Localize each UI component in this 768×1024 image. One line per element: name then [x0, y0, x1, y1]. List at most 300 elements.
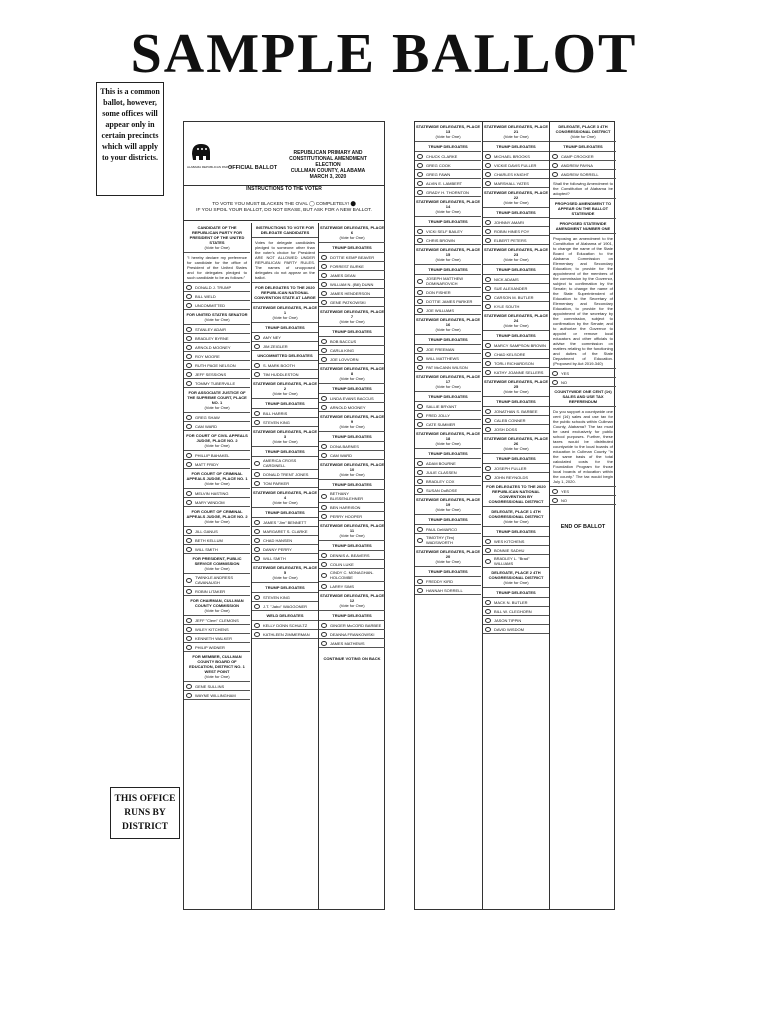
vote-oval[interactable]: [186, 381, 192, 386]
candidate-option[interactable]: CINDY C. MONAGHAN-HOLCOMBE: [319, 569, 385, 582]
candidate-option[interactable]: DONA BARNES: [319, 442, 385, 451]
candidate-option[interactable]: BOB BACCUS: [319, 337, 385, 346]
candidate-option[interactable]: CARSON M. BUTLER: [483, 293, 549, 302]
vote-oval[interactable]: [417, 470, 423, 475]
group-trump: TRUMP DELEGATES: [483, 397, 549, 407]
candidate-option[interactable]: JOE WILLIAMS: [415, 306, 481, 315]
vote-oval[interactable]: [417, 479, 423, 484]
group-trump: TRUMP DELEGATES: [483, 331, 549, 341]
candidate-option[interactable]: CARLA KING: [319, 346, 385, 355]
candidate-option[interactable]: JULIE CLASSEN: [415, 468, 481, 477]
vote-oval[interactable]: [186, 500, 192, 505]
candidate-option[interactable]: S. MARK BOOTH: [252, 361, 318, 370]
candidate-option[interactable]: ELBERT PETERS: [483, 236, 549, 245]
candidate-option[interactable]: CHAD KELSORE: [483, 350, 549, 359]
candidate-option[interactable]: STEVEN KING: [252, 418, 318, 427]
vote-oval[interactable]: [321, 291, 327, 296]
candidate-option[interactable]: JOE FREEMAN: [415, 345, 481, 354]
vote-oval[interactable]: [321, 562, 327, 567]
group-trump: TRUMP DELEGATES: [483, 208, 549, 218]
candidate-option[interactable]: HANNAH SORRELL: [415, 586, 481, 595]
contest-place-20: STATEWIDE DELEGATES, PLACE 20 (Vote for One): [415, 547, 481, 567]
candidate-option[interactable]: CHAD HANSEN: [252, 536, 318, 545]
candidate-option[interactable]: ANDREW PAYNA: [550, 161, 616, 170]
contest-justice: FOR ASSOCIATE JUSTICE OF THE SUPREME COURT, PLACE NO. 1 (Vote for One): [184, 388, 250, 413]
candidate-option[interactable]: MICHAEL BROOKS: [483, 152, 549, 161]
candidate-option[interactable]: BEN HARRISON: [319, 503, 385, 512]
candidate-option[interactable]: WES KITCHENS: [483, 537, 549, 546]
candidate-option[interactable]: LINDA EVANS BACCUS: [319, 394, 385, 403]
candidate-option[interactable]: J.T. "Jabo" WAGGONER: [252, 602, 318, 611]
contest-place-8: STATEWIDE DELEGATES, PLACE 8 (Vote for One): [319, 364, 385, 384]
vote-oval[interactable]: [485, 343, 491, 348]
vote-oval[interactable]: [186, 529, 192, 534]
vote-oval[interactable]: [552, 498, 558, 503]
group-trump: TRUMP DELEGATES: [415, 217, 481, 227]
candidate-option[interactable]: MATT FRIDY: [184, 460, 250, 469]
vote-oval[interactable]: [321, 396, 327, 401]
candidate-option[interactable]: WILLIAM N. (Bill) DUNN: [319, 280, 385, 289]
vote-oval[interactable]: [186, 424, 192, 429]
vote-oval[interactable]: [485, 559, 491, 564]
candidate-option[interactable]: JIM ZEIGLER: [252, 342, 318, 351]
candidate-option[interactable]: JAMES HENDERSON: [319, 289, 385, 298]
candidate-option[interactable]: CHUCK CLARKE: [415, 152, 481, 161]
vote-oval[interactable]: [186, 578, 192, 583]
vote-oval[interactable]: [485, 466, 491, 471]
candidate-option[interactable]: CATE SUMMER: [415, 420, 481, 429]
candidate-option[interactable]: JAMES DEAN: [319, 271, 385, 280]
candidate-option[interactable]: LARRY SIMS: [319, 582, 385, 591]
candidate-option[interactable]: ARNOLD MOONEY: [184, 343, 250, 352]
vote-oval[interactable]: [417, 347, 423, 352]
vote-oval[interactable]: [552, 380, 558, 385]
vote-oval[interactable]: [254, 595, 260, 600]
group-trump: TRUMP DELEGATES: [483, 265, 549, 275]
vote-oval[interactable]: [254, 335, 260, 340]
candidate-option[interactable]: MARCY SAMPSON BROWN: [483, 341, 549, 350]
candidate-option[interactable]: PAT McCANN WILSON: [415, 363, 481, 372]
column-back-a: [415, 122, 481, 909]
contest-place-26: STATEWIDE DELEGATES, PLACE 26 (Vote for One): [483, 434, 549, 454]
vote-oval[interactable]: [417, 308, 423, 313]
vote-oval[interactable]: [552, 172, 558, 177]
vote-oval[interactable]: [186, 354, 192, 359]
candidate-option[interactable]: SALLIE BRYANT: [415, 402, 481, 411]
candidate-option[interactable]: ROBIN HINES FOY: [483, 227, 549, 236]
vote-oval[interactable]: [254, 632, 260, 637]
column-delegates-b: [318, 223, 385, 909]
candidate-option[interactable]: KATHY JOANNE SELLERS: [483, 368, 549, 377]
candidate-option[interactable]: KENNETH WALKER: [184, 634, 250, 643]
candidate-option[interactable]: CAM WARD: [184, 422, 250, 431]
vote-oval[interactable]: [485, 277, 491, 282]
candidate-option[interactable]: KATHLEEN ZIMMERMAN: [252, 630, 318, 639]
vote-oval[interactable]: [254, 344, 260, 349]
vote-oval[interactable]: [417, 579, 423, 584]
contest-place-13: STATEWIDE DELEGATES, PLACE 13 (Vote for One): [415, 122, 481, 142]
contest-place-22: STATEWIDE DELEGATES, PLACE 22 (Vote for One): [483, 188, 549, 208]
vote-oval[interactable]: [321, 584, 327, 589]
candidate-option[interactable]: VICKI SELF BAILEY: [415, 227, 481, 236]
vote-oval[interactable]: [186, 294, 192, 299]
candidate-option[interactable]: GREG FAWN: [415, 170, 481, 179]
candidate-option[interactable]: GREG COOK: [415, 161, 481, 170]
candidate-option[interactable]: BETH KELLUM: [184, 536, 250, 545]
column-delegates-a: [251, 223, 318, 909]
vote-oval[interactable]: [254, 363, 260, 368]
delegate-instructions-title: INSTRUCTIONS TO VOTE FOR DELEGATE CANDIDATES: [252, 223, 318, 238]
vote-oval[interactable]: [254, 538, 260, 543]
vote-oval[interactable]: [254, 520, 260, 525]
candidate-option[interactable]: JOE LOVVORN: [319, 355, 385, 364]
candidate-option[interactable]: DENNIS A. BEAVERS: [319, 551, 385, 560]
vote-oval[interactable]: [417, 172, 423, 177]
election-title: REPUBLICAN PRIMARY AND CONSTITUTIONAL AMENDMENT ELECTION CULLMAN COUNTY, ALABAMA MARCH 3, 2020: [289, 150, 367, 180]
vote-oval[interactable]: [186, 345, 192, 350]
vote-oval[interactable]: [485, 229, 491, 234]
group-trump: TRUMP DELEGATES: [252, 323, 318, 333]
vote-oval[interactable]: [186, 491, 192, 496]
vote-oval[interactable]: [321, 348, 327, 353]
candidate-option[interactable]: DAVID WISDOM: [483, 625, 549, 634]
vote-oval[interactable]: [186, 618, 192, 623]
group-trump: TRUMP DELEGATES: [319, 243, 385, 253]
candidate-option[interactable]: AMY NEY: [252, 333, 318, 342]
vote-oval[interactable]: [321, 514, 327, 519]
candidate-option[interactable]: RUTH PAGE NELSON: [184, 361, 250, 370]
vote-oval[interactable]: [186, 372, 192, 377]
vote-oval[interactable]: [417, 299, 423, 304]
candidate-option[interactable]: ARNOLD MOONEY: [319, 403, 385, 412]
vote-oval[interactable]: [485, 409, 491, 414]
candidate-option[interactable]: BILL WELD: [184, 292, 250, 301]
vote-oval[interactable]: [552, 163, 558, 168]
vote-oval[interactable]: [485, 427, 491, 432]
vote-oval[interactable]: [186, 303, 192, 308]
local-referendum-text: Do you support a countywide one cent (1¢) sales and use tax for the public schools within Cullman County, Alabama? The tax must be used exclusively for public school purposes. Further, these taxes would be distributed countywide to the local boards of education in Cullman County "in the same basis of the total calculated costs for the Foundation Program for those local boards of education within the county." The tax would begin July 1, 2020.: [550, 407, 616, 487]
vote-oval[interactable]: [485, 618, 491, 623]
candidate-option[interactable]: JAMES "Jim" BENNETT: [252, 518, 318, 527]
elephant-logo-icon: [190, 140, 212, 164]
candidate-option[interactable]: BONNIE SADHU: [483, 546, 549, 555]
vote-oval[interactable]: [321, 264, 327, 269]
vote-oval[interactable]: [186, 363, 192, 368]
group-trump: TRUMP DELEGATES: [415, 265, 481, 275]
vote-oval[interactable]: [186, 327, 192, 332]
candidate-option[interactable]: ADAM BOURNE: [415, 459, 481, 468]
amendment-no[interactable]: NO: [550, 378, 616, 387]
candidate-option[interactable]: JOHNNY AMARI: [483, 218, 549, 227]
vote-oval[interactable]: [321, 282, 327, 287]
candidate-option[interactable]: KELLY DONN SCHULTZ: [252, 621, 318, 630]
vote-oval[interactable]: [186, 415, 192, 420]
candidate-option[interactable]: CAMP CROCKER: [550, 152, 616, 161]
vote-oval[interactable]: [321, 300, 327, 305]
contest-place-9: STATEWIDE DELEGATES, PLACE 9 (Vote for One): [319, 412, 385, 432]
vote-oval[interactable]: [254, 623, 260, 628]
candidate-option[interactable]: BRADLEY BYRNE: [184, 334, 250, 343]
candidate-option[interactable]: BRADLEY L. "Brad" WILLIAMS: [483, 555, 549, 568]
candidate-option[interactable]: SUSAN DuBOSE: [415, 486, 481, 495]
referendum-no[interactable]: NO: [550, 496, 616, 505]
vote-oval[interactable]: [321, 255, 327, 260]
candidate-option[interactable]: WILL MATTHEWS: [415, 354, 481, 363]
candidate-option[interactable]: DANNY PERRY: [252, 545, 318, 554]
logo-caption: ALABAMA REPUBLICAN PARTY: [187, 165, 232, 169]
vote-oval[interactable]: [254, 411, 260, 416]
vote-oval[interactable]: [485, 548, 491, 553]
candidate-option[interactable]: ROBIN LITAKER: [184, 587, 250, 596]
candidate-option[interactable]: AMERICA CROSS CARDINELL: [252, 457, 318, 470]
candidate-option[interactable]: CHRIS BROWN: [415, 236, 481, 245]
candidate-option[interactable]: BILL HARRIS: [252, 409, 318, 418]
contest-place-25: STATEWIDE DELEGATES, PLACE 25 (Vote for One): [483, 377, 549, 397]
group-trump: TRUMP DELEGATES: [550, 142, 616, 152]
candidate-option[interactable]: PAUL DeMARCO: [415, 525, 481, 534]
vote-oval[interactable]: [485, 238, 491, 243]
vote-oval[interactable]: [417, 461, 423, 466]
vote-oval[interactable]: [417, 356, 423, 361]
candidate-option[interactable]: TORLI RICHARDSON: [483, 359, 549, 368]
referendum-yes[interactable]: YES: [550, 487, 616, 496]
vote-oval[interactable]: [485, 154, 491, 159]
vote-oval[interactable]: [485, 475, 491, 480]
candidate-option[interactable]: BETHANY BLISSENLEHNER: [319, 490, 385, 503]
vote-oval[interactable]: [321, 339, 327, 344]
candidate-option[interactable]: GENE PATKOWSKI: [319, 298, 385, 307]
vote-oval[interactable]: [417, 422, 423, 427]
vote-oval[interactable]: [485, 539, 491, 544]
candidate-option[interactable]: FREDDY KIRD: [415, 577, 481, 586]
candidate-option[interactable]: BILL W. CLEGHORN: [483, 607, 549, 616]
candidate-option[interactable]: DEANNA FRANKOWSKI: [319, 630, 385, 639]
vote-oval[interactable]: [485, 163, 491, 168]
vote-oval[interactable]: [186, 627, 192, 632]
vote-oval[interactable]: [417, 538, 423, 543]
vote-oval[interactable]: [485, 361, 491, 366]
candidate-option[interactable]: GINGER McCORD BARBEE: [319, 621, 385, 630]
vote-oval[interactable]: [417, 588, 423, 593]
vote-oval[interactable]: [321, 623, 327, 628]
candidate-option[interactable]: DONALD J. TRUMP: [184, 283, 250, 292]
group-trump: TRUMP DELEGATES: [319, 611, 385, 621]
candidate-option[interactable]: TOMMY TUBERVILLE: [184, 379, 250, 388]
candidate-option[interactable]: WILEY KITCHENS: [184, 625, 250, 634]
vote-oval[interactable]: [254, 372, 260, 377]
candidate-option[interactable]: PHILLIP BAHAKEL: [184, 451, 250, 460]
candidate-option[interactable]: WILL SMITH: [252, 554, 318, 563]
candidate-option[interactable]: MARY WINDOM: [184, 498, 250, 507]
vote-oval[interactable]: [485, 295, 491, 300]
vote-oval[interactable]: [417, 190, 423, 195]
column-offices: [184, 223, 250, 700]
candidate-option[interactable]: PERRY HOOPER: [319, 512, 385, 521]
candidate-option[interactable]: KYLE SOUTH: [483, 302, 549, 311]
candidate-option[interactable]: STANLEY ADAIR: [184, 325, 250, 334]
contest-place-17: STATEWIDE DELEGATES, PLACE 17 (Vote for One): [415, 372, 481, 392]
vote-oval[interactable]: [321, 505, 327, 510]
candidate-option[interactable]: CALEB CONNER: [483, 416, 549, 425]
candidate-option[interactable]: TOM PARKER: [252, 479, 318, 488]
vote-oval[interactable]: [485, 370, 491, 375]
candidate-option[interactable]: DONALD TRENT JONES: [252, 470, 318, 479]
vote-oval[interactable]: [485, 609, 491, 614]
vote-oval[interactable]: [254, 604, 260, 609]
vote-oval[interactable]: [186, 285, 192, 290]
vote-oval[interactable]: [321, 553, 327, 558]
group-trump: TRUMP DELEGATES: [319, 480, 385, 490]
vote-oval[interactable]: [321, 357, 327, 362]
vote-oval[interactable]: [417, 404, 423, 409]
candidate-option[interactable]: WAYNE WILLINGHAM: [184, 691, 250, 700]
vote-oval[interactable]: [186, 684, 192, 689]
candidate-option[interactable]: DOTTIE KEMP BEAVER: [319, 253, 385, 262]
candidate-option[interactable]: NICK ADAMS: [483, 275, 549, 284]
vote-oval[interactable]: [186, 645, 192, 650]
vote-oval[interactable]: [254, 529, 260, 534]
column-back-b: [482, 122, 549, 909]
candidate-option[interactable]: ROY MOORE: [184, 352, 250, 361]
candidate-option[interactable]: CAM WARD: [319, 451, 385, 460]
vote-oval[interactable]: [254, 481, 260, 486]
group-trump: TRUMP DELEGATES: [252, 508, 318, 518]
vote-oval[interactable]: [254, 461, 260, 466]
candidate-option[interactable]: JAMES MATHEWS: [319, 639, 385, 648]
candidate-option[interactable]: TIM HUDDLESTON: [252, 370, 318, 379]
candidate-option[interactable]: TWINKLE ANDRESS CAVANAUGH: [184, 574, 250, 587]
vote-oval[interactable]: [254, 547, 260, 552]
contest-board-education: FOR MEMBER, CULLMAN COUNTY BOARD OF EDUCATION, DISTRICT NO. 1 WEST POINT (Vote for One): [184, 652, 250, 682]
page-title: SAMPLE BALLOT: [130, 23, 638, 85]
vote-oval[interactable]: [321, 444, 327, 449]
candidate-option[interactable]: TIMOTHY (Tim) WADSWORTH: [415, 534, 481, 547]
vote-oval[interactable]: [552, 371, 558, 376]
candidate-option[interactable]: FORREST BURKE: [319, 262, 385, 271]
vote-oval[interactable]: [321, 405, 327, 410]
congressional-district-heading: FOR DELEGATES TO THE 2020 REPUBLICAN NATIONAL CONVENTION BY CONGRESSIONAL DISTRICT: [483, 482, 549, 507]
vote-oval[interactable]: [417, 279, 423, 284]
vote-oval[interactable]: [186, 336, 192, 341]
vote-oval[interactable]: [186, 547, 192, 552]
vote-oval[interactable]: [321, 632, 327, 637]
candidate-option[interactable]: UNCOMMITTED: [184, 301, 250, 310]
candidate-option[interactable]: JASON TIPPIN: [483, 616, 549, 625]
contest-place-2: STATEWIDE DELEGATES, PLACE 2 (Vote for One): [252, 379, 318, 399]
vote-oval[interactable]: [485, 627, 491, 632]
vote-oval[interactable]: [186, 538, 192, 543]
common-ballot-note: This is a common ballot, however, some offices will appear only in certain precincts which will apply to your districts.: [96, 82, 164, 196]
vote-oval[interactable]: [485, 181, 491, 186]
contest-delegate-2: DELEGATE, PLACE 2 4TH CONGRESSIONAL DISTRICT (Vote for One): [483, 568, 549, 588]
contest-place-3: STATEWIDE DELEGATES, PLACE 3 (Vote for One): [252, 427, 318, 447]
vote-oval[interactable]: [485, 418, 491, 423]
vote-oval[interactable]: [485, 600, 491, 605]
vote-oval[interactable]: [485, 304, 491, 309]
candidate-option[interactable]: GREG SHAW: [184, 413, 250, 422]
candidate-option[interactable]: GENE SULLINS: [184, 682, 250, 691]
candidate-option[interactable]: DOTTIE JAMES PARKER: [415, 297, 481, 306]
vote-oval[interactable]: [186, 462, 192, 467]
vote-oval[interactable]: [552, 154, 558, 159]
vote-oval[interactable]: [485, 352, 491, 357]
vote-oval[interactable]: [417, 229, 423, 234]
candidate-option[interactable]: JONATHAN S. BARBEE: [483, 407, 549, 416]
amendment-yes[interactable]: YES: [550, 369, 616, 378]
group-trump: TRUMP DELEGATES: [483, 454, 549, 464]
candidate-option[interactable]: JOHN REYNOLDS: [483, 473, 549, 482]
candidate-option[interactable]: FRED JOLLY: [415, 411, 481, 420]
vote-oval[interactable]: [417, 154, 423, 159]
candidate-option[interactable]: JEFF "Clem" CLEMONS: [184, 616, 250, 625]
candidate-option[interactable]: JEFF SESSIONS: [184, 370, 250, 379]
vote-oval[interactable]: [186, 693, 192, 698]
candidate-option[interactable]: DON FISHER: [415, 288, 481, 297]
candidate-option[interactable]: COLIN LUKE: [319, 560, 385, 569]
vote-oval[interactable]: [186, 453, 192, 458]
vote-oval[interactable]: [417, 238, 423, 243]
vote-oval[interactable]: [552, 489, 558, 494]
candidate-option[interactable]: JOSEPH FULLER: [483, 464, 549, 473]
candidate-option[interactable]: GRADY H. THORNTON: [415, 188, 481, 197]
vote-oval[interactable]: [321, 494, 327, 499]
candidate-option[interactable]: VICKIE DAVIS FULLER: [483, 161, 549, 170]
candidate-option[interactable]: JILL GANUS: [184, 527, 250, 536]
vote-oval[interactable]: [417, 488, 423, 493]
contest-place-6: STATEWIDE DELEGATES, PLACE 6 (Vote for One): [319, 223, 385, 243]
vote-oval[interactable]: [254, 472, 260, 477]
vote-oval[interactable]: [321, 573, 327, 578]
contest-civil-appeals: FOR COURT OF CIVIL APPEALS JUDGE, PLACE NO. 2 (Vote for One): [184, 431, 250, 451]
vote-oval[interactable]: [186, 636, 192, 641]
candidate-option[interactable]: MACK N. BUTLER: [483, 598, 549, 607]
instructions-title: INSTRUCTIONS TO THE VOTER: [246, 186, 322, 192]
contest-place-12: STATEWIDE DELEGATES, PLACE 12 (Vote for One): [319, 591, 385, 611]
vote-oval[interactable]: [417, 163, 423, 168]
vote-oval[interactable]: [417, 181, 423, 186]
vote-oval[interactable]: [254, 556, 260, 561]
vote-oval[interactable]: [417, 365, 423, 370]
candidate-option[interactable]: MARGARET S. CLARKE: [252, 527, 318, 536]
candidate-option[interactable]: STEVEN KING: [252, 593, 318, 602]
vote-oval[interactable]: [485, 172, 491, 177]
candidate-option[interactable]: MELVIN HASTING: [184, 489, 250, 498]
vote-oval[interactable]: [321, 641, 327, 646]
contest-place-21: STATEWIDE DELEGATES, PLACE 21 (Vote for One): [483, 122, 549, 142]
contest-place-5: STATEWIDE DELEGATES, PLACE 5 (Vote for One): [252, 563, 318, 583]
vote-oval[interactable]: [254, 420, 260, 425]
candidate-option[interactable]: JOSH DOSS: [483, 425, 549, 434]
vote-oval[interactable]: [417, 527, 423, 532]
candidate-option[interactable]: SUE ALEXANDER: [483, 284, 549, 293]
candidate-option[interactable]: MARSHALL YATES: [483, 179, 549, 188]
candidate-option[interactable]: PHILIP WIDNER: [184, 643, 250, 652]
vote-oval[interactable]: [417, 290, 423, 295]
candidate-option[interactable]: WILL SMITH: [184, 545, 250, 554]
vote-oval[interactable]: [417, 413, 423, 418]
vote-oval[interactable]: [321, 453, 327, 458]
vote-oval[interactable]: [186, 589, 192, 594]
vote-oval[interactable]: [485, 286, 491, 291]
candidate-option[interactable]: BRADLEY COX: [415, 477, 481, 486]
vote-oval[interactable]: [321, 273, 327, 278]
candidate-option[interactable]: CHARLES KNIGHT: [483, 170, 549, 179]
group-weld: WELD DELEGATES: [252, 611, 318, 621]
candidate-option[interactable]: ALVIN E. LAMBERT: [415, 179, 481, 188]
candidate-option[interactable]: JOSEPH MATTHEW DOMINAROVICH: [415, 275, 481, 288]
candidate-option[interactable]: ANDREW SORRELL: [550, 170, 616, 179]
vote-oval[interactable]: [485, 220, 491, 225]
